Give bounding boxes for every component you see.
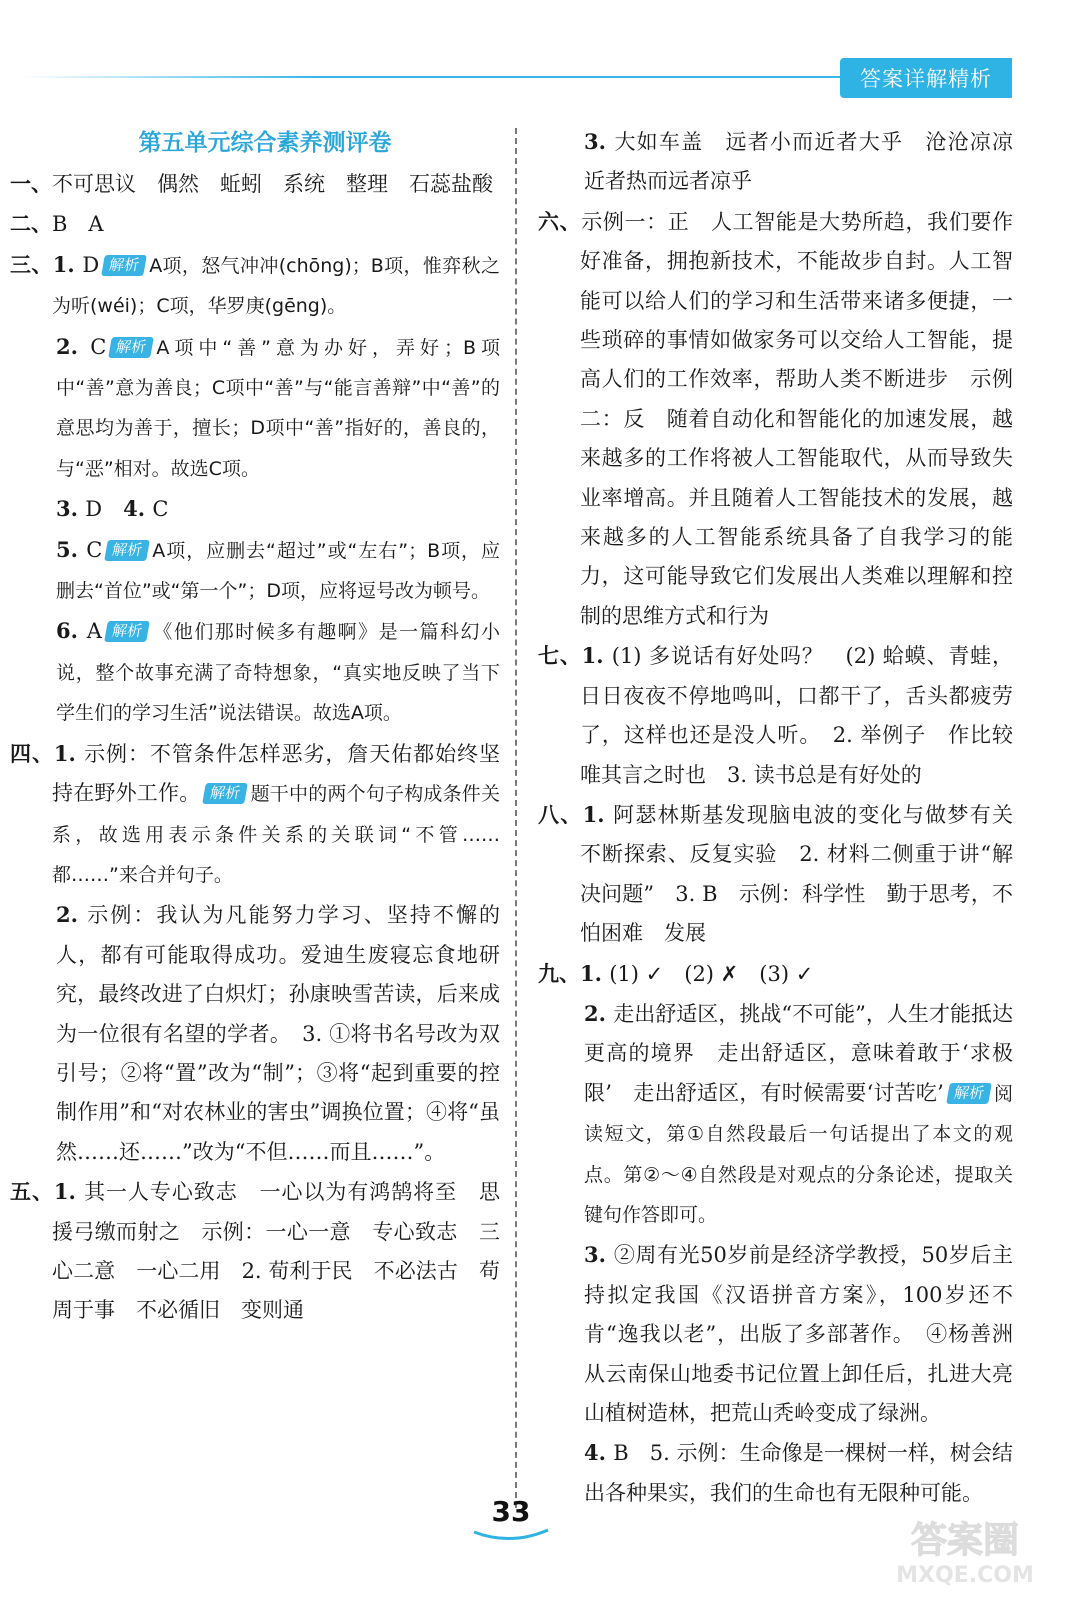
watermark-logo [870,1510,1060,1590]
answer-text: A [86,619,102,644]
answer-label: 九、1. [538,960,610,986]
answer-text: 其一人专心致志 一心以为有鸿鹄将至 思援弓缴而射之 示例：一心一意 专心致志 三心二意 一心二用 2. 荀利于民 不必法古 苟周于事 不必循旧 变则通 [52,1180,501,1323]
swoosh-icon [472,1528,550,1542]
answer-5 [10,1172,500,1331]
answer-9-1 [538,954,1013,994]
header-rule [22,76,852,78]
answer-label: 八、1. [538,801,614,827]
answer-9-2 [538,994,1013,1235]
analysis-text: 《他们那时候多有趣啊》是一篇科幻小说，整个故事充满了奇特想象，“真实地反映了当下学生们的学习生活”说法错误。故选A项。 [56,621,500,725]
left-column [10,122,500,1331]
svg-text:答案圈: 答案圈 [910,1520,1020,1561]
answer-3-1 [10,245,500,327]
answer-3-5 [10,530,500,612]
analysis-tag: 解析 [104,540,150,561]
answer-text: 阿瑟林斯基发现脑电波的变化与做梦有关 不断探索、反复实验 2. 材料二侧重于讲“解决问题” 3. B 示例：科学性 勤于思考，不怕困难 发展 [580,802,1035,946]
svg-text:MXQE.COM: MXQE.COM [896,1563,1034,1588]
answer-text: D [82,252,100,277]
answer-5-3 [538,122,1035,202]
answer-4-1 [10,734,500,896]
answer-3-3-4 [10,489,500,529]
answer-label: 三、1. [10,251,83,277]
analysis-text: 阅读短文，第①自然段最后一句话提出了本文的观点。第②～④自然段是对观点的分条论述，提取关键句作答即可。 [584,1082,1013,1226]
answer-label: 二、 [10,211,52,237]
right-column [538,122,1035,1513]
answer-8 [538,795,1035,954]
answer-text: C [152,497,169,522]
answer-9-3 [538,1235,1013,1433]
answer-label: 5. [56,536,87,562]
answer-7 [538,636,1034,795]
analysis-tag: 解析 [108,337,154,358]
answer-text: C [90,334,107,359]
analysis-tag: 解析 [101,255,147,276]
header-tab: 答案详解精析 [840,58,1012,98]
answer-label: 六、 [538,208,582,234]
answer-text: (1) ✓ (2) ✗ (3) ✓ [609,961,814,986]
answer-label: 4. [123,496,153,522]
answer-label: 一、 [10,171,52,196]
analysis-text: A项中“善”意为办好，弄好；B项中“善”意为善良；C项中“善”与“能言善辩”中“善”的意思均为善于，擅长；D项中“善”指好的，善良的，与“恶”相对。故选C项。 [56,336,500,480]
analysis-tag: 解析 [104,621,150,642]
page-number-text: 33 [491,1495,531,1528]
answer-4-2 [10,895,500,1172]
page-title: 第五单元综合素养测评卷 [138,130,392,156]
analysis-text: A项，应删去“超过”或“左右”；B项，应删去“首位”或“第一个”；D项，应将逗号改为顿号。 [56,539,501,603]
answer-2 [10,204,500,244]
answer-text: ②周有光50岁前是经济学教授，50岁后主持拟定我国《汉语拼音方案》，100岁还不肯“逸我以老”，出版了多部著作。 ④杨善洲从云南保山地委书记位置上卸任后，扎进大亮山植树造林，把荒山秃岭变成了绿洲。 [584,1243,1013,1425]
answer-label: 2. [56,333,91,359]
answer-label: 五、1. [10,1179,85,1205]
analysis-tag: 解析 [203,783,249,804]
answer-text: C [86,537,103,562]
analysis-text: A项，怒气冲冲(chōng)；B项，惟弈秋之为听(wéi)；C项，华罗庚(gēng)。 [52,254,500,318]
answer-label: 3. [584,1242,614,1268]
answer-text: D [85,497,124,522]
answer-1 [10,164,500,204]
answer-text: 不可思议 偶然 蚯蚓 系统 整理 石蕊盐酸 [52,172,493,196]
answer-label: 七、1. [538,643,612,669]
answer-text: 示例一：正 人工智能是大势所趋，我们要作好准备，拥抱新技术，不能故步自封。人工智能可以给人们的学习和生活带来诸多便捷，一些琐碎的事情如做家务可以交给人工智能，提高人们的工作效率，帮助人类不断进步 示例二：反 随着自动化和智能化的加速发展，越来越多的工作将被人工智能取代，从而导致失业率增高。并且随着人工智能技术的发展，越来越多的人工智能系统具备了自我学习的能力，这可能导致它们发展出人类难以理解和控制的思维方式和行为 [580,209,1014,628]
answer-text: 走出舒适区，挑战“不可能”，人生才能抵达更高的境界 走出舒适区，意味着敢于‘求极限’ 走出舒适区，有时候需要‘讨苦吃’ [584,1001,1013,1105]
answer-6 [538,202,1013,636]
analysis-text: 题干中的两个句子构成条件关系，故选用表示条件关系的关联词“不管……都……”来合并句子。 [52,783,500,886]
answer-label: 2. [56,902,88,928]
answer-3-6 [10,611,500,733]
answer-label: 3. [56,496,86,522]
answer-3-2 [10,327,500,490]
analysis-tag: 解析 [946,1083,992,1104]
answer-label: 3. [584,129,615,154]
answer-9-4-5 [538,1433,1013,1513]
page-number [466,1490,556,1546]
answer-label: 2. [584,1000,614,1026]
answer-label: 4. [584,1440,614,1466]
answer-text: 大如车盖 远者小而近者大乎 沧沧凉凉 近者热而远者凉乎 [584,130,1035,194]
answer-label: 6. [56,618,87,644]
answer-text: 示例：我认为凡能努力学习、坚持不懈的人，都有可能取得成功。爱迪生废寝忘食地研究，最终改进了白炽灯；孙康映雪苦读，后来成为一位很有名望的学者。 3. ①将书名号改为双引号；②将“置”改为“制”；③将“起到重要的控制作用”和“对农林业的害虫”调换位置；④将“虽然……还……”改为“不但……而且……”。 [56,903,501,1164]
answer-text: B A [52,212,104,237]
answer-text: (1) 多说话有好处吗？ (2) 蛤蟆、青蛙，日日夜夜不停地鸣叫，口都干了，舌头都疲劳了，这样也还是没人听。 2. 举例子 作比较 唯其言之时也 3. 读书总是有好处的 [580,644,1034,787]
column-divider [515,128,517,1508]
answer-label: 四、1. [10,740,85,766]
answer-text: B 5. 示例：生命像是一棵树一样，树会结出各种果实，我们的生命也有无限种可能。 [584,1441,1014,1505]
answer-text: 示例：不管条件怎样恶劣，詹天佑都始终坚持在野外工作。 [52,741,501,806]
